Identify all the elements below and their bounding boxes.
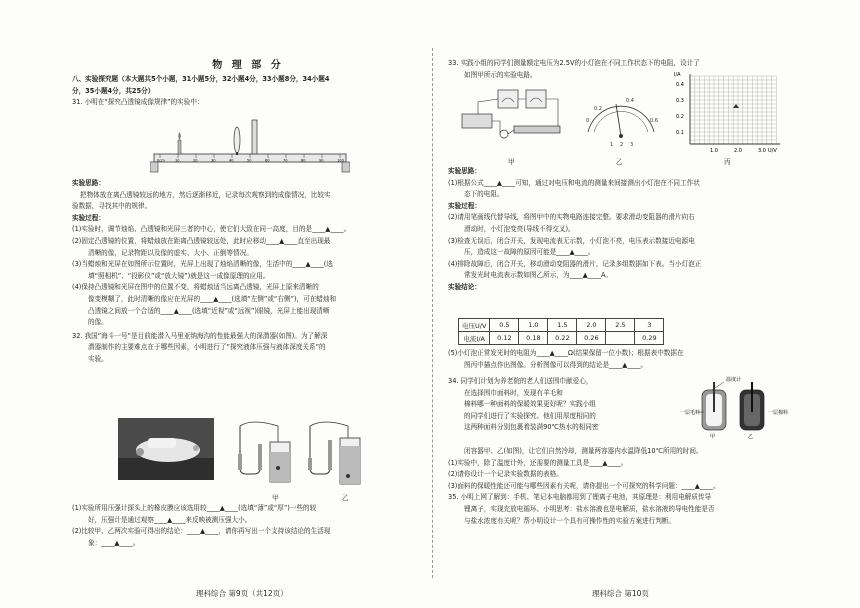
table-cell: 2.5: [606, 319, 635, 332]
gauge-b: [308, 422, 360, 484]
ruler-tick-label: 100: [337, 158, 344, 163]
q33-fig-label-b: 乙: [616, 158, 623, 166]
table-cell: 2.0: [577, 319, 606, 332]
q33-q34-body: [448, 348, 804, 371]
q31-step-4c: 凸透镜之间放一个合适的____▲____(选填“近视”或“远视”)眼镜，光屏上能出现清晰: [88, 306, 330, 315]
graph-x-tick-1: 1.0: [710, 148, 718, 154]
ruler-tick-label: 90: [319, 158, 324, 163]
q33-body: [448, 166, 804, 294]
circuit-figure: [458, 88, 566, 150]
graph-y-tick-0-3: 0.3: [676, 98, 684, 104]
ruler-tick-label: 70: [283, 158, 288, 163]
q31-step-3a: (3)当蜡烛和光屏在如图所示位置时，光屏上出现了烛焰清晰的像，生活中的____▲____(选: [72, 260, 333, 269]
ammeter-needle: [616, 104, 621, 136]
q31-step-2a: (2)固定凸透镜的位置，将蜡烛放在距离凸透镜较远处，此时应移动____▲____直至出现最: [72, 236, 331, 245]
q31-body: [72, 178, 424, 366]
q34-line-3: 棉料哪一种面料的保暖效果更好呢？实践小组: [464, 400, 596, 409]
section-heading-cont: 分，35小题4分，共25分）: [72, 86, 155, 95]
graph-x-tick-2: 2.0: [734, 148, 742, 154]
table-cell: 1.0: [519, 319, 548, 332]
q31-step-3b: 填“照相机”、“投影仪”或“放大镜”)就是这一成像原理的应用。: [88, 271, 270, 280]
q34-step-2: (2)请你设计一个记录实验数据的表格。: [448, 470, 563, 479]
voltmeter: [526, 90, 546, 108]
dial-terminal-3: 3: [630, 142, 634, 148]
light-screen: [252, 120, 257, 154]
ruler-tick-label: 10: [175, 158, 180, 163]
q31-step-2b: 清晰的像，记录物距以及像的虚实、大小、正倒等情况。: [88, 248, 253, 257]
ammeter: [498, 90, 518, 108]
q33-step-2a: (2)请用笔画线代替导线，将图甲中的实物电路连接完整。要求滑动变阻器的滑片向右: [448, 213, 695, 222]
page-title: 物 理 部 分: [212, 60, 284, 71]
bench-leg-left: [150, 162, 158, 172]
q35-line-3: 与盐水浓度有关呢？帮小明设计一个具有可操作性的实验方案进行判断。: [464, 516, 675, 525]
iu-graph-figure: [672, 70, 784, 156]
q33-data-table: [458, 318, 664, 345]
q33-idea-a: (1)根据公式____▲____可知，通过对电压和电流的测量来间接测出小灯泡在不同工作状: [448, 178, 700, 187]
q32-line-3: 实验。: [88, 354, 108, 363]
rheostat: [514, 126, 560, 133]
dial-terminal-2: 2: [620, 142, 624, 148]
q33-step-5a: (5)小灯泡正常发光时的电阻为____▲____Ω(结果保留一位小数)；根据表中数据在: [448, 349, 684, 357]
q33-step-3b: 压，造成这一故障的原因可能是____▲____。: [464, 248, 595, 257]
q31-intro: 31. 小明在“探究凸透镜成像规律”的实验中：: [72, 98, 204, 107]
q31-step-1: (1)实验时，调节烛焰、凸透镜和光屏三者的中心，使它们大致在同一高度，目的是____▲____。: [72, 225, 351, 234]
gauge-label-b: 乙: [342, 494, 349, 502]
submersible-photo: [118, 418, 214, 480]
dial-tick-0-4: 0.4: [626, 98, 634, 104]
q33-idea-b: 态下的电阻。: [464, 190, 504, 199]
table-cell: 电压U/V: [459, 319, 490, 332]
graph-x-tick-3: 3.0: [758, 148, 766, 154]
q33-step-3a: (3)检查无误后，闭合开关，发现电流表无示数，小灯泡不亮，电压表示数接近电源电: [448, 236, 695, 245]
wool-label: 一层毛料: [680, 410, 701, 416]
q31-idea-heading: 实验思路：: [72, 179, 105, 187]
graph-y-label: I/A: [674, 72, 681, 78]
ammeter-dial-figure: [580, 92, 662, 150]
table-cell: 0.18: [519, 332, 548, 345]
footer-left: 理科综合 第9页（共12页）: [196, 589, 288, 598]
ruler-tick-label: 50: [247, 158, 252, 163]
q34-step-3: (3)面料的保暖性能还可能与哪些因素有关呢，请你提出一个可探究的科学问题：____▲____。: [448, 481, 720, 490]
q34-line-6: 闭容器甲、乙(如图)，让它们自然冷却，测量两容器内水温降低10℃所用的时间。: [464, 447, 703, 455]
dial-tick-0-2: 0.2: [594, 106, 602, 112]
ruler-tick-label: 60: [265, 158, 270, 163]
q32-line-1: 32. 我国“海斗一号”是目前能潜入马里亚纳海沟的性能最强大的深潜器(如图)。为了解深: [72, 331, 328, 340]
q33-line-2: 如图甲所示的实验电路。: [464, 70, 537, 79]
thermometer-label: 温度计: [726, 377, 742, 383]
ruler-tick-label: 30: [211, 158, 216, 163]
gauge-label-a: 甲: [272, 494, 279, 502]
table-cell: [606, 332, 635, 345]
bulb: [500, 130, 508, 138]
table-cell: 0.22: [548, 332, 577, 345]
q33-step-2b: 滑动时，小灯泡变亮(导线不得交叉)。: [464, 224, 575, 233]
table-cell: 0.26: [577, 332, 606, 345]
graph-y-tick-0-1: 0.1: [676, 130, 684, 136]
gauge-a: [238, 422, 290, 482]
q33-idea-heading: 实验思路：: [448, 167, 481, 175]
optical-bench-figure: [150, 114, 350, 176]
q33-step-4a: (4)排除故障后，闭合开关，移动滑动变阻器的滑片，记录多组数据如下表。当小灯泡正: [448, 259, 702, 268]
convex-lens: [234, 127, 240, 153]
q34-line-2: 在选择围巾面料时，发现有羊毛和: [464, 388, 563, 397]
graph-y-tick-0-2: 0.2: [676, 114, 684, 120]
q33-conclusion-heading: 实验结论：: [448, 282, 481, 291]
graph-x-label: U/V: [768, 148, 777, 154]
q34-line-4: 的同学们进行了实验探究。他们用厚度相同的: [464, 411, 596, 420]
q34-line-1: 34. 同学们计划为养老院的老人们送围巾献爱心，: [448, 377, 593, 385]
q33-process-heading: 实验过程：: [448, 201, 481, 210]
ruler-tick-label: 20: [193, 158, 198, 163]
q33-step-5b: 图丙中描点作出图像。分析图像可以得到的结论是____▲____。: [464, 360, 648, 369]
q33-fig-label-a: 甲: [508, 158, 515, 166]
q34-q35-body: [448, 446, 804, 527]
q32-step-2a: (2)比较甲、乙两次实验可得出的结论：____▲____，请你再写出一个支持该结论的生活现: [72, 527, 331, 536]
q31-idea-2: 验数据，寻找其中的规律。: [72, 202, 152, 211]
cotton-label: 一层棉料: [768, 410, 789, 416]
table-cell: 1.5: [548, 319, 577, 332]
table-row: [459, 332, 664, 345]
q31-process-heading: 实验过程：: [72, 213, 105, 222]
q34-intro: [448, 376, 678, 434]
table-cell: 0.12: [490, 332, 519, 345]
battery: [462, 114, 492, 128]
container-a: [702, 382, 726, 430]
section-heading: 八、实验探究题（本大题共5个小题，31小题5分，32小题4分，33小题8分，34小题4: [72, 75, 330, 83]
container-label-a: 甲: [710, 434, 716, 440]
q32-step-1b: 好，压强计是通过观察____▲____来反映被测压强大小。: [88, 515, 252, 524]
q33-fig-label-c: 丙: [724, 158, 731, 166]
q35-line-1: 35. 小明上网了解到：手机、笔记本电脑都用到了锂离子电池，其原理是：利用电解质传导: [448, 493, 712, 502]
q32-line-2: 潜器制作的主要难点在于哪些因素，小明进行了“探究液体压强与液体深度关系”的: [88, 343, 326, 352]
dial-terminal-1: 1: [610, 142, 614, 148]
dial-tick-0-6: 0.6: [650, 118, 658, 124]
footer-right: 理科综合 第10页: [592, 589, 649, 598]
q34-line-5: 这两种面料分别包裹着装满90℃热水的相同密: [464, 423, 599, 432]
q32-body: [72, 503, 424, 549]
q32-step-1a: (1)实验所用压强计探头上的橡皮膜应该选用较____▲____(选填“薄”或“厚”)一些的较: [72, 504, 317, 512]
q31-step-4b: 像变模糊了，此时清晰的像应在光屏的____▲____(选填“左侧”或“右侧”)，可在蜡烛和: [88, 294, 337, 303]
table-cell: 3: [635, 319, 664, 332]
left-column: [72, 74, 424, 109]
graph-y-tick-0-4: 0.4: [676, 82, 684, 88]
candle-flame: [178, 132, 181, 140]
q31-step-4d: 的像。: [88, 318, 108, 327]
ruler-tick-label: 80: [301, 158, 306, 163]
q31-idea-1: 把物体放在离凸透镜较远的地方，然后逐渐移近，记录每次观察到的成像情况，比较实: [80, 190, 331, 199]
q35-line-2: 锂离子，实现充放电循环。小明思考：盐水溶液也是电解质，盐水溶液的导电性能是否: [464, 504, 715, 513]
ruler-tick-label: 40: [229, 158, 234, 163]
thermos-figure: [680, 374, 800, 440]
q33-line-1: 33. 实践小组的同学们测量额定电压为2.5V的小灯泡在不同工作状态下的电阻，设计了: [448, 59, 700, 67]
q32-step-2b: 象：____▲____。: [88, 538, 140, 547]
bench-leg-right: [342, 162, 350, 172]
lens-stand: [236, 152, 238, 155]
table-cell: 0.29: [635, 332, 664, 345]
table-cell: 电流I/A: [459, 332, 490, 345]
container-label-b: 乙: [748, 434, 754, 440]
table-row: [459, 319, 664, 332]
q33-step-4b: 常发光时电流表示数如图乙所示，为____▲____A。: [464, 271, 613, 280]
container-b: [740, 382, 764, 430]
candle: [178, 140, 181, 154]
column-divider: [432, 48, 433, 578]
pressure-gauge-figure: [232, 416, 372, 492]
q34-step-1: (1)实验中，除了温度计外，还需要的测量工具是____▲____。: [448, 458, 628, 467]
table-cell: 0.5: [490, 319, 519, 332]
dial-tick-0: 0: [586, 118, 590, 124]
ruler-tick-label: 0cm: [157, 158, 165, 163]
q31-step-4a: (4)保持凸透镜和光屏在图中的位置不变，将蜡烛适当远离凸透镜，光屏上原来清晰的: [72, 283, 319, 292]
